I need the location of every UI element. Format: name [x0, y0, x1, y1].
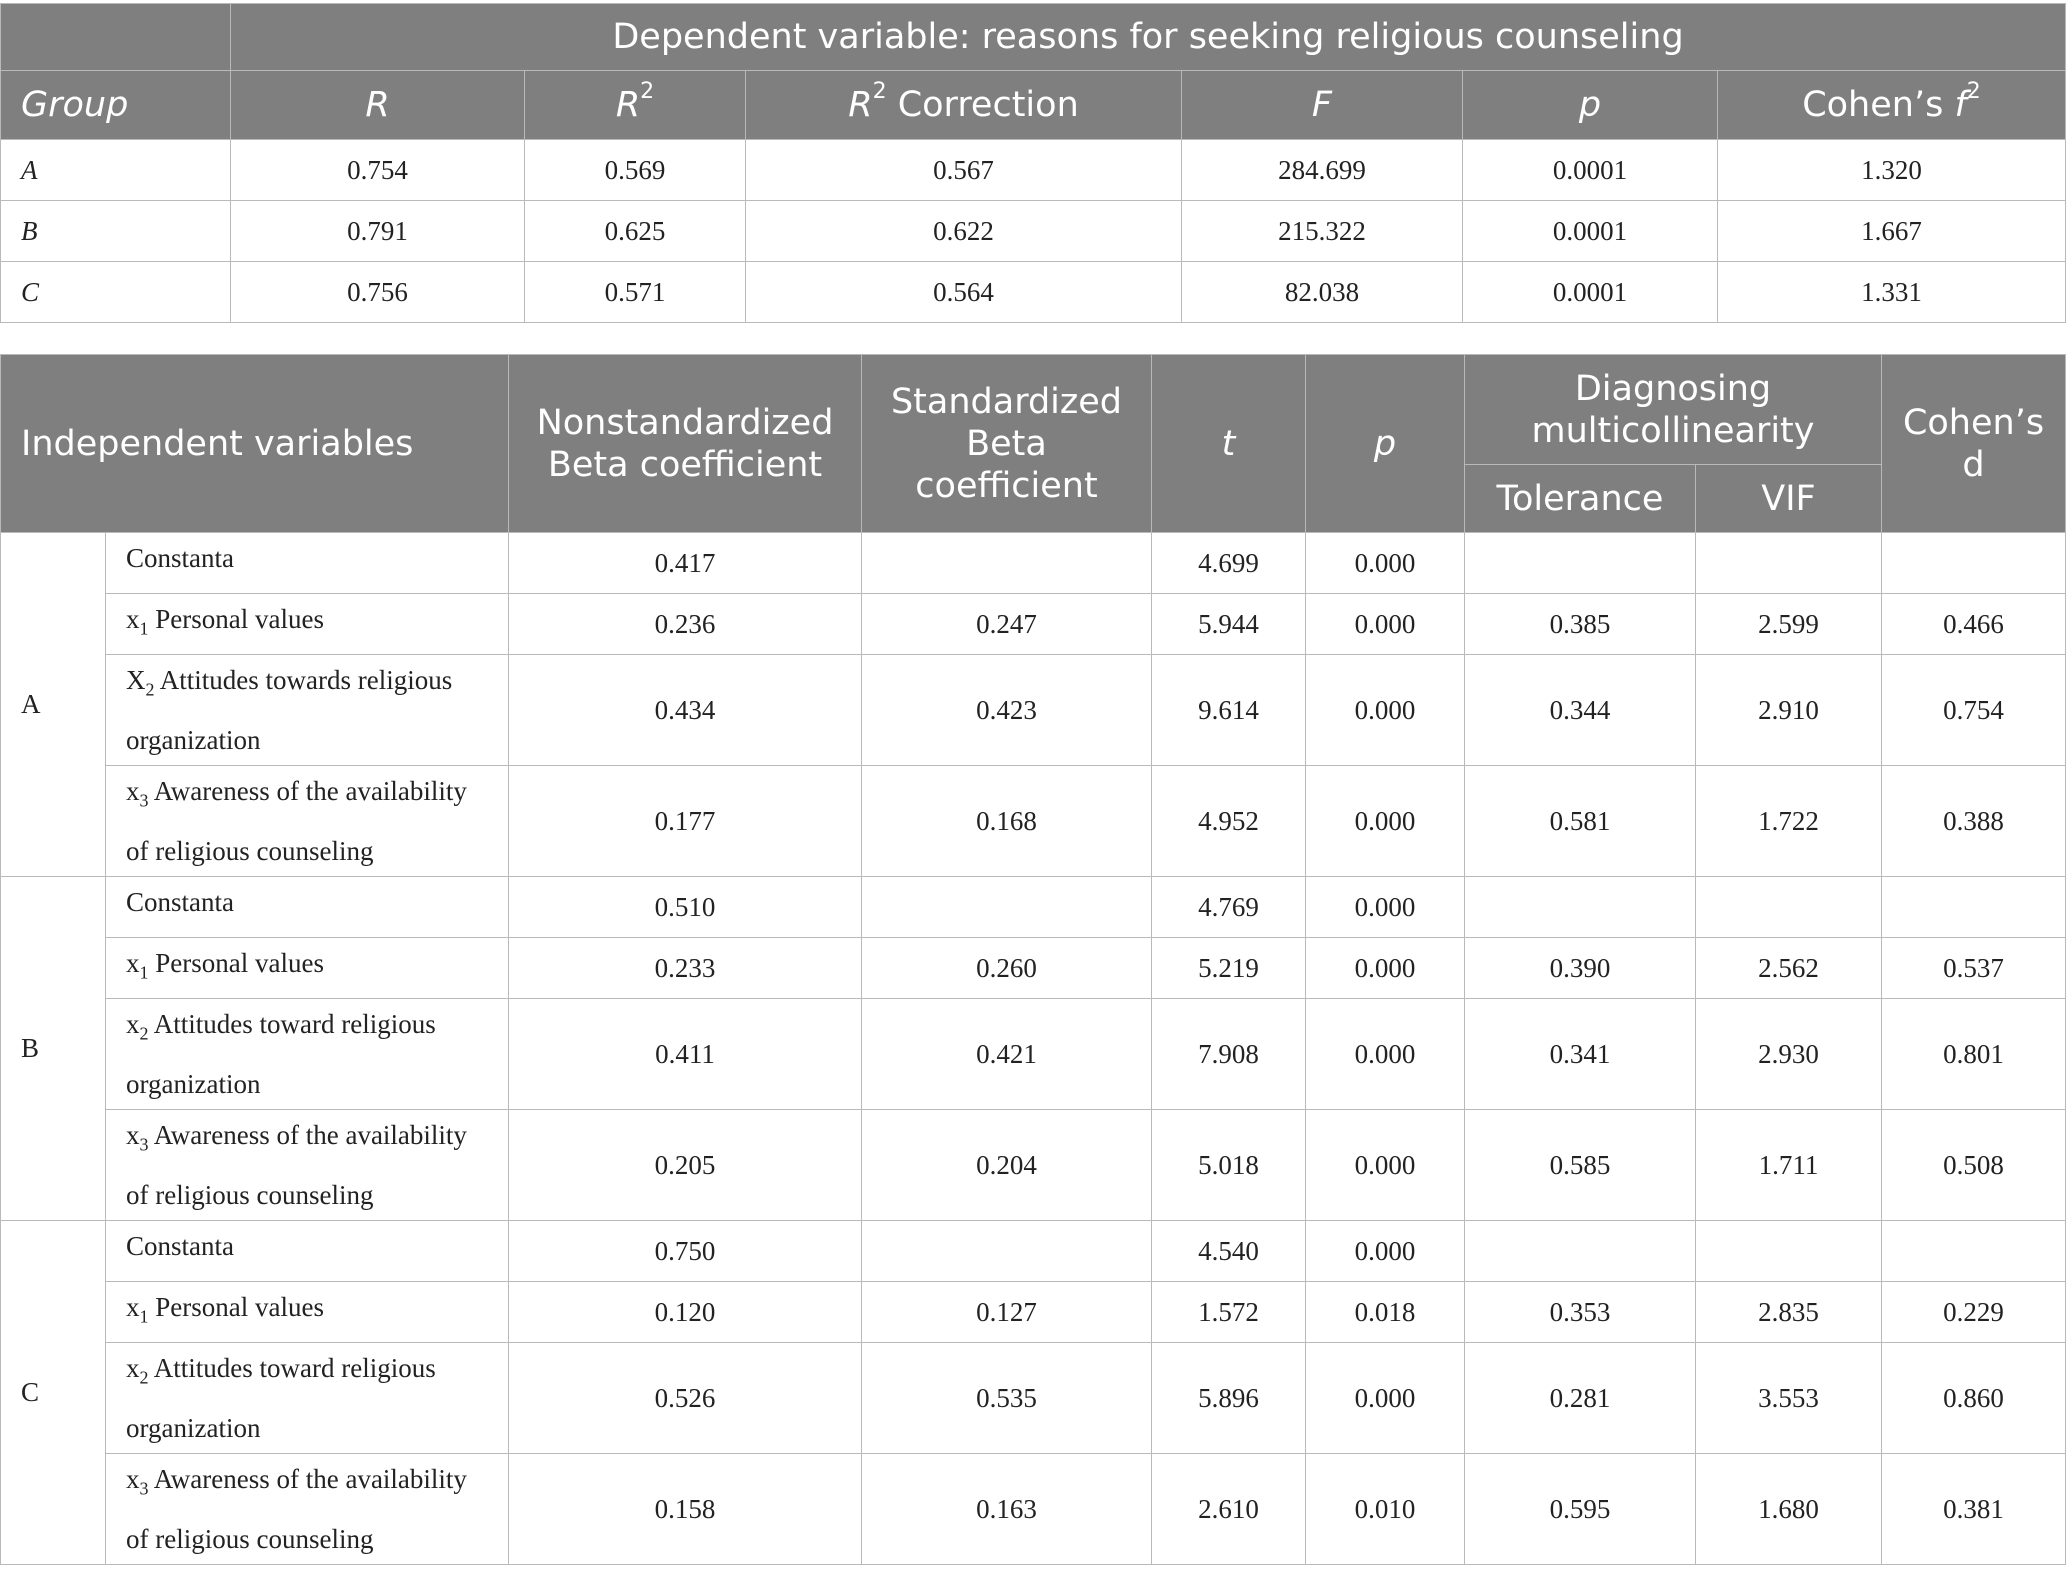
- header-standardized-beta: Standardized Beta coefficient: [862, 355, 1152, 533]
- f-cell: 215.322: [1182, 201, 1463, 262]
- header-tolerance: Tolerance: [1465, 465, 1696, 533]
- tolerance-cell: 0.390: [1465, 938, 1696, 999]
- nonstd-beta-cell: 0.233: [509, 938, 862, 999]
- variable-cell: $x_3$ Awareness of the availability of religious counseling: [106, 1110, 509, 1221]
- vif-cell: [1696, 877, 1882, 938]
- variable-cell: Constanta: [106, 877, 509, 938]
- nonstd-beta-cell: 0.236: [509, 594, 862, 655]
- group-cell: B: [1, 201, 231, 262]
- nonstd-beta-cell: 0.750: [509, 1221, 862, 1282]
- tolerance-cell: [1465, 877, 1696, 938]
- header-r: R: [231, 71, 525, 140]
- t-cell: 5.944: [1152, 594, 1306, 655]
- vif-cell: 1.722: [1696, 766, 1882, 877]
- cohen-d-cell: 0.229: [1882, 1282, 2066, 1343]
- tolerance-cell: [1465, 533, 1696, 594]
- cohen-d-cell: 0.381: [1882, 1454, 2066, 1565]
- cohen-d-cell: 0.388: [1882, 766, 2066, 877]
- table-row: [1, 1454, 2066, 1565]
- t-cell: 1.572: [1152, 1282, 1306, 1343]
- group-label-cell: A: [1, 533, 106, 877]
- header-nonstandardized-beta: Nonstandardized Beta coefficient: [509, 355, 862, 533]
- cohen-d-cell: [1882, 1221, 2066, 1282]
- table-row: [1, 877, 2066, 938]
- tolerance-cell: 0.344: [1465, 655, 1696, 766]
- group-cell: A: [1, 140, 231, 201]
- header-p: p: [1463, 71, 1718, 140]
- p-cell: 0.000: [1306, 594, 1465, 655]
- header-vif: VIF: [1696, 465, 1882, 533]
- t-cell: 4.769: [1152, 877, 1306, 938]
- table-row: [1, 140, 2066, 201]
- t-cell: 5.018: [1152, 1110, 1306, 1221]
- table-row: [1, 938, 2066, 999]
- variable-cell: $x_2$ Attitudes toward religious organization: [106, 999, 509, 1110]
- table-row: [1, 1221, 2066, 1282]
- variable-cell: $X_2$ Attitudes towards religious organization: [106, 655, 509, 766]
- cohen-d-cell: 0.801: [1882, 999, 2066, 1110]
- variable-cell: $x_3$ Awareness of the availability of religious counseling: [106, 1454, 509, 1565]
- r2-cell: 0.571: [525, 262, 746, 323]
- cohen-d-cell: [1882, 533, 2066, 594]
- t-cell: 4.699: [1152, 533, 1306, 594]
- tolerance-cell: 0.595: [1465, 1454, 1696, 1565]
- header-t: t: [1152, 355, 1306, 533]
- cohen-d-cell: [1882, 877, 2066, 938]
- tolerance-cell: 0.581: [1465, 766, 1696, 877]
- table-row: [1, 766, 2066, 877]
- table-row: [1, 655, 2066, 766]
- t-cell: 5.219: [1152, 938, 1306, 999]
- cohen-d-cell: 0.508: [1882, 1110, 2066, 1221]
- t-cell: 9.614: [1152, 655, 1306, 766]
- tolerance-cell: 0.341: [1465, 999, 1696, 1110]
- r2-correction-cell: 0.567: [746, 140, 1182, 201]
- r2-correction-cell: 0.564: [746, 262, 1182, 323]
- r-cell: 0.754: [231, 140, 525, 201]
- group-label-cell: B: [1, 877, 106, 1221]
- p-cell: 0.000: [1306, 766, 1465, 877]
- std-beta-cell: 0.260: [862, 938, 1152, 999]
- vif-cell: 2.910: [1696, 655, 1882, 766]
- std-beta-cell: 0.423: [862, 655, 1152, 766]
- cohen-d-cell: 0.537: [1882, 938, 2066, 999]
- tolerance-cell: 0.585: [1465, 1110, 1696, 1221]
- header-diagnosing-multicollinearity: Diagnosing multicollinearity: [1465, 355, 1882, 465]
- tolerance-cell: [1465, 1221, 1696, 1282]
- nonstd-beta-cell: 0.120: [509, 1282, 862, 1343]
- table-row: [1, 999, 2066, 1110]
- p-cell: 0.010: [1306, 1454, 1465, 1565]
- table-row: [1, 1282, 2066, 1343]
- p-cell: 0.018: [1306, 1282, 1465, 1343]
- p-cell: 0.0001: [1463, 262, 1718, 323]
- table-row: [1, 201, 2066, 262]
- variable-cell: $x_1$ Personal values: [106, 594, 509, 655]
- r-cell: 0.791: [231, 201, 525, 262]
- table-row: [1, 1110, 2066, 1221]
- std-beta-cell: [862, 533, 1152, 594]
- cohen-f2-cell: 1.667: [1718, 201, 2066, 262]
- t-cell: 2.610: [1152, 1454, 1306, 1565]
- r2-correction-cell: 0.622: [746, 201, 1182, 262]
- t-cell: 4.540: [1152, 1221, 1306, 1282]
- std-beta-cell: 0.535: [862, 1343, 1152, 1454]
- table-row: [1, 262, 2066, 323]
- r2-cell: 0.625: [525, 201, 746, 262]
- cohen-d-cell: 0.754: [1882, 655, 2066, 766]
- t-cell: 7.908: [1152, 999, 1306, 1110]
- header-cohens-f2: Cohen’s $f^2$: [1718, 71, 2066, 140]
- r-cell: 0.756: [231, 262, 525, 323]
- std-beta-cell: [862, 1221, 1152, 1282]
- nonstd-beta-cell: 0.158: [509, 1454, 862, 1565]
- f-cell: 284.699: [1182, 140, 1463, 201]
- cohen-d-cell: 0.860: [1882, 1343, 2066, 1454]
- std-beta-cell: 0.204: [862, 1110, 1152, 1221]
- std-beta-cell: 0.127: [862, 1282, 1152, 1343]
- nonstd-beta-cell: 0.411: [509, 999, 862, 1110]
- coefficients-table: [0, 354, 2066, 1565]
- std-beta-cell: 0.421: [862, 999, 1152, 1110]
- header-group: Group: [1, 71, 231, 140]
- nonstd-beta-cell: 0.177: [509, 766, 862, 877]
- header-r-squared-correction: $R^2$ Correction: [746, 71, 1182, 140]
- p-cell: 0.000: [1306, 938, 1465, 999]
- vif-cell: 3.553: [1696, 1343, 1882, 1454]
- vif-cell: 2.562: [1696, 938, 1882, 999]
- table-row: [1, 1343, 2066, 1454]
- table-row: [1, 594, 2066, 655]
- group-cell: C: [1, 262, 231, 323]
- vif-cell: 2.835: [1696, 1282, 1882, 1343]
- vif-cell: 2.930: [1696, 999, 1882, 1110]
- std-beta-cell: 0.168: [862, 766, 1152, 877]
- vif-cell: 1.711: [1696, 1110, 1882, 1221]
- cohen-f2-cell: 1.320: [1718, 140, 2066, 201]
- header-f: F: [1182, 71, 1463, 140]
- group-label-cell: C: [1, 1221, 106, 1565]
- t-cell: 5.896: [1152, 1343, 1306, 1454]
- variable-cell: Constanta: [106, 533, 509, 594]
- p-cell: 0.000: [1306, 877, 1465, 938]
- variable-cell: $x_1$ Personal values: [106, 1282, 509, 1343]
- dependent-variable-banner: Dependent variable: reasons for seeking religious counseling: [231, 4, 2066, 71]
- p-cell: 0.0001: [1463, 201, 1718, 262]
- p-cell: 0.0001: [1463, 140, 1718, 201]
- tolerance-cell: 0.281: [1465, 1343, 1696, 1454]
- header-p: p: [1306, 355, 1465, 533]
- header-independent-variables: Independent variables: [1, 355, 509, 533]
- p-cell: 0.000: [1306, 999, 1465, 1110]
- vif-cell: 2.599: [1696, 594, 1882, 655]
- p-cell: 0.000: [1306, 1110, 1465, 1221]
- vif-cell: 1.680: [1696, 1454, 1882, 1565]
- f-cell: 82.038: [1182, 262, 1463, 323]
- p-cell: 0.000: [1306, 533, 1465, 594]
- table-row: [1, 533, 2066, 594]
- r2-cell: 0.569: [525, 140, 746, 201]
- nonstd-beta-cell: 0.526: [509, 1343, 862, 1454]
- variable-cell: Constanta: [106, 1221, 509, 1282]
- tolerance-cell: 0.385: [1465, 594, 1696, 655]
- nonstd-beta-cell: 0.434: [509, 655, 862, 766]
- tolerance-cell: 0.353: [1465, 1282, 1696, 1343]
- vif-cell: [1696, 1221, 1882, 1282]
- std-beta-cell: [862, 877, 1152, 938]
- t-cell: 4.952: [1152, 766, 1306, 877]
- header-cohens-d: Cohen’s d: [1882, 355, 2066, 533]
- std-beta-cell: 0.163: [862, 1454, 1152, 1565]
- std-beta-cell: 0.247: [862, 594, 1152, 655]
- p-cell: 0.000: [1306, 1221, 1465, 1282]
- variable-cell: $x_3$ Awareness of the availability of religious counseling: [106, 766, 509, 877]
- p-cell: 0.000: [1306, 655, 1465, 766]
- header-r-squared: $R^2$: [525, 71, 746, 140]
- model-summary-table: [0, 3, 2066, 323]
- nonstd-beta-cell: 0.205: [509, 1110, 862, 1221]
- cohen-d-cell: 0.466: [1882, 594, 2066, 655]
- header-blank-cell: [1, 4, 231, 71]
- cohen-f2-cell: 1.331: [1718, 262, 2066, 323]
- variable-cell: $x_1$ Personal values: [106, 938, 509, 999]
- nonstd-beta-cell: 0.510: [509, 877, 862, 938]
- variable-cell: $x_2$ Attitudes toward religious organization: [106, 1343, 509, 1454]
- vif-cell: [1696, 533, 1882, 594]
- p-cell: 0.000: [1306, 1343, 1465, 1454]
- nonstd-beta-cell: 0.417: [509, 533, 862, 594]
